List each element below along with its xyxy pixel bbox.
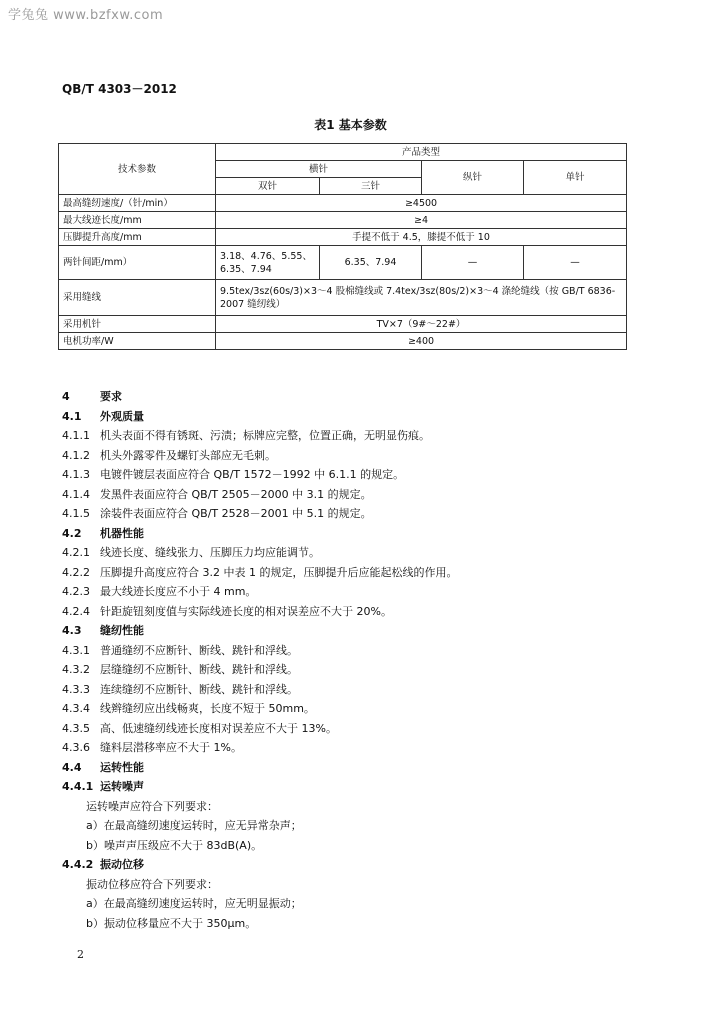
clause-text: 机器性能: [100, 526, 144, 540]
clause-number: 4.4.2: [62, 858, 94, 871]
section-heading: [62, 855, 652, 875]
section-heading: [62, 524, 652, 544]
row-label: 两针间距/mm）: [59, 246, 216, 280]
clause-line: [62, 543, 652, 563]
section-heading: [62, 407, 652, 427]
spacing-triple: 6.35、7.94: [320, 246, 422, 280]
clause-number: 4.2.4: [62, 604, 90, 618]
table-row: [59, 246, 627, 280]
row-label: 采用机针: [59, 316, 216, 333]
clause-text: 要求: [100, 390, 122, 403]
clause-line: [62, 894, 652, 914]
row-label: 最高缝纫速度/（针/min）: [59, 195, 216, 212]
row-value: 9.5tex/3sz(60s/3)×3～4 股棉缝线或 7.4tex/3sz(80s/2)×3～4 涤纶缝线（按 GB/T 6836-2007 缝纫线）: [216, 280, 627, 316]
clause-text: 电镀件镀层表面应符合 QB/T 1572－1992 中 6.1.1 的规定。: [100, 468, 405, 481]
clause-text: 外观质量: [100, 409, 144, 423]
clause-text: a）在最高缝纫速度运转时，应无异常杂声；: [86, 819, 302, 832]
row-value: ≥4500: [216, 195, 627, 212]
section-heading: [62, 387, 652, 407]
header-vertical: 纵针: [422, 161, 524, 195]
clause-text: 连续缝纫不应断针、断线、跳针和浮线。: [100, 682, 298, 696]
header-single: 单针: [524, 161, 627, 195]
watermark: 学兔兔 www.bzfxw.com: [8, 8, 164, 23]
document-number: QB/T 4303－2012: [62, 82, 177, 96]
clause-text: 机头表面不得有锈斑、污渍；标牌应完整，位置正确，无明显伤痕。: [100, 429, 430, 442]
clause-text: 运转性能: [100, 760, 144, 774]
clause-line: [62, 914, 652, 934]
parameters-table: [58, 143, 627, 350]
clause-text: 涂装件表面应符合 QB/T 2528－2001 中 5.1 的规定。: [100, 507, 372, 520]
clause-line: [62, 875, 652, 895]
table-row: [59, 195, 627, 212]
clause-number: 4.3.3: [62, 682, 90, 696]
table-row: [59, 212, 627, 229]
clause-number: 4.4.1: [62, 780, 94, 793]
clause-line: [62, 582, 652, 602]
row-value: 手提不低于 4.5，膝提不低于 10: [216, 229, 627, 246]
clause-text: a）在最高缝纫速度运转时，应无明显振动；: [86, 897, 302, 910]
header-param: 技术参数: [59, 144, 216, 195]
clause-line: [62, 485, 652, 505]
page-number: 2: [77, 948, 84, 961]
clause-text: 运转噪声应符合下列要求：: [86, 799, 218, 813]
clause-number: 4.2: [62, 526, 82, 540]
section-heading: [62, 621, 652, 641]
clause-text: 高、低速缝纫线迹长度相对误差应不大于 13%。: [100, 721, 337, 735]
clause-line: [62, 680, 652, 700]
table-row: [59, 280, 627, 316]
clause-line: [62, 446, 652, 466]
row-label: 压脚提升高度/mm: [59, 229, 216, 246]
clause-text: b）噪声声压级应不大于 83dB(A)。: [86, 838, 263, 852]
clause-line: [62, 816, 652, 836]
clause-line: [62, 426, 652, 446]
clause-number: 4.1.2: [62, 448, 90, 462]
clause-line: [62, 836, 652, 856]
clause-number: 4.3.2: [62, 663, 90, 676]
table-row: [59, 333, 627, 350]
clause-text: 运转噪声: [100, 780, 144, 793]
section-heading: [62, 758, 652, 778]
clause-text: 层缝缝纫不应断针、断线、跳针和浮线。: [100, 663, 298, 676]
clause-number: 4.2.2: [62, 565, 90, 579]
clause-text: 最大线迹长度应不小于 4 mm。: [100, 585, 257, 598]
spacing-vertical: —: [422, 246, 524, 280]
header-horizontal: 横针: [216, 161, 422, 178]
clause-text: 针距旋钮刻度值与实际线迹长度的相对误差应不大于 20%。: [100, 604, 392, 618]
header-triple: 三针: [320, 178, 422, 195]
clause-line: [62, 504, 652, 524]
requirements-section: [62, 387, 652, 933]
clause-line: [62, 641, 652, 661]
spacing-single: —: [524, 246, 627, 280]
clause-line: [62, 719, 652, 739]
row-value: ≥4: [216, 212, 627, 229]
clause-text: 振动位移: [100, 858, 144, 871]
clause-number: 4.1.3: [62, 468, 90, 481]
clause-line: [62, 563, 652, 583]
clause-number: 4.1: [62, 409, 82, 423]
clause-line: [62, 465, 652, 485]
section-heading: [62, 777, 652, 797]
clause-line: [62, 797, 652, 817]
clause-number: 4.2.3: [62, 585, 90, 598]
row-value: TV×7（9#～22#）: [216, 316, 627, 333]
clause-number: 4.3: [62, 624, 82, 637]
clause-text: 机头外露零件及螺钉头部应无毛刺。: [100, 448, 276, 462]
table-row: [59, 229, 627, 246]
table-row: [59, 316, 627, 333]
clause-line: [62, 738, 652, 758]
header-product-type: 产品类型: [216, 144, 627, 161]
spacing-double: 3.18、4.76、5.55、6.35、7.94: [216, 246, 320, 280]
clause-line: [62, 699, 652, 719]
table-caption: 表1 基本参数: [314, 118, 387, 132]
clause-text: 线迹长度、缝线张力、压脚压力均应能调节。: [100, 546, 320, 559]
table-header-row: [59, 144, 627, 161]
clause-number: 4.1.4: [62, 487, 90, 501]
row-label: 电机功率/W: [59, 333, 216, 350]
row-label: 采用缝线: [59, 280, 216, 316]
clause-text: 压脚提升高度应符合 3.2 中表 1 的规定，压脚提升后应能起松线的作用。: [100, 565, 458, 579]
clause-number: 4.3.4: [62, 702, 90, 715]
clause-number: 4.4: [62, 760, 82, 774]
clause-number: 4.3.5: [62, 721, 90, 735]
clause-number: 4.1.1: [62, 429, 90, 442]
clause-number: 4.3.6: [62, 741, 90, 754]
clause-number: 4.1.5: [62, 507, 90, 520]
clause-text: 线辫缝纫应出线畅爽，长度不短于 50mm。: [100, 702, 315, 715]
clause-text: 普通缝纫不应断针、断线、跳针和浮线。: [100, 643, 298, 657]
row-label: 最大线迹长度/mm: [59, 212, 216, 229]
clause-line: [62, 602, 652, 622]
clause-number: 4.2.1: [62, 546, 90, 559]
clause-number: 4: [62, 390, 70, 403]
row-value: ≥400: [216, 333, 627, 350]
clause-line: [62, 660, 652, 680]
header-double: 双针: [216, 178, 320, 195]
clause-text: 缝料层潜移率应不大于 1%。: [100, 741, 242, 754]
clause-number: 4.3.1: [62, 643, 90, 657]
clause-text: b）振动位移量应不大于 350μm。: [86, 916, 257, 930]
clause-text: 缝纫性能: [100, 624, 144, 637]
clause-text: 振动位移应符合下列要求：: [86, 877, 218, 891]
clause-text: 发黑件表面应符合 QB/T 2505－2000 中 3.1 的规定。: [100, 487, 372, 501]
